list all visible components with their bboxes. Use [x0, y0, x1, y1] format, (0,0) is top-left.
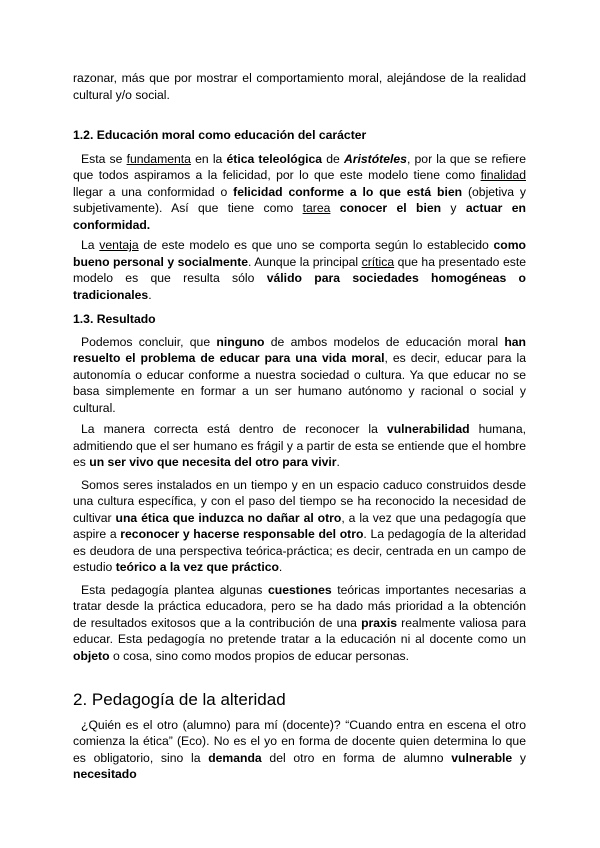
- paragraph: ¿Quién es el otro (alumno) para mí (docente)? “Cuando entra en escena el otro comienza la ética” (Eco). No es el yo en forma de docente quien determina lo que es obligatorio, sino la demanda del otro en forma de alumno vulnerable y necesitado: [73, 717, 526, 781]
- section-title: 2. Pedagogía de la alteridad: [73, 690, 286, 709]
- section-heading: 1.2. Educación moral como educación del carácter: [73, 128, 367, 142]
- paragraph: Somos seres instalados en un tiempo y en un espacio caduco construidos desde una cultura específica, y con el paso del tiempo se ha reconocido la necesidad de cultivar una ética que induzca no dañar al otro, a la vez que una pedagogía que aspire a reconocer y hacerse responsable del otro. La pedagogía de la alteridad es deudora de una perspectiva teórica-práctica; es decir, centrada en un campo de estudio teórico a la vez que práctico.: [73, 477, 526, 574]
- section-1-3: [73, 311, 526, 664]
- section-heading: 1.3. Resultado: [73, 312, 156, 326]
- intro-block: [73, 70, 526, 103]
- section-1-2: [73, 127, 526, 303]
- section-2: [73, 692, 526, 783]
- paragraph: La ventaja de este modelo es que uno se comporta según lo establecido como bueno personal y socialmente. Aunque la principal crítica que ha presentado este modelo es que resulta sólo válido para sociedades homogéneas o tradicionales.: [73, 238, 526, 302]
- intro-paragraph: razonar, más que por mostrar el comportamiento moral, alejándose de la realidad cultural y/o social.: [73, 71, 526, 102]
- paragraph: Esta se fundamenta en la ética teleológica de Aristóteles, por la que se refiere que todos aspiramos a la felicidad, por lo que este modelo tiene como finalidad llegar a una conformidad o felicidad conforme a lo que está bien (objetiva y subjetivamente). Así que tiene como tarea conocer el bien y actuar en conformidad.: [73, 151, 527, 232]
- paragraph: Podemos concluir, que ninguno de ambos modelos de educación moral han resuelto el problema de educar para una vida moral, es decir, educar para la autonomía o educar conforme a nuestra sociedad o cultura. Ya que educar no se basa simplemente en formar a un ser humano autónomo y racional o social y cultural.: [73, 334, 526, 415]
- paragraph: Esta pedagogía plantea algunas cuestiones teóricas importantes necesarias a tratar desde la práctica educadora, pero se ha dado más prioridad a la obtención de resultados exitosos que a la contribución de una praxis realmente valiosa para educar. Esta pedagogía no pretende tratar a la educación ni al docente como un objeto o cosa, sino como modos propios de educar personas.: [73, 582, 526, 663]
- paragraph: La manera correcta está dentro de reconocer la vulnerabilidad humana, admitiendo que el ser humano es frágil y a partir de esta se entiende que el hombre es un ser vivo que necesita del otro para vivir.: [73, 422, 526, 469]
